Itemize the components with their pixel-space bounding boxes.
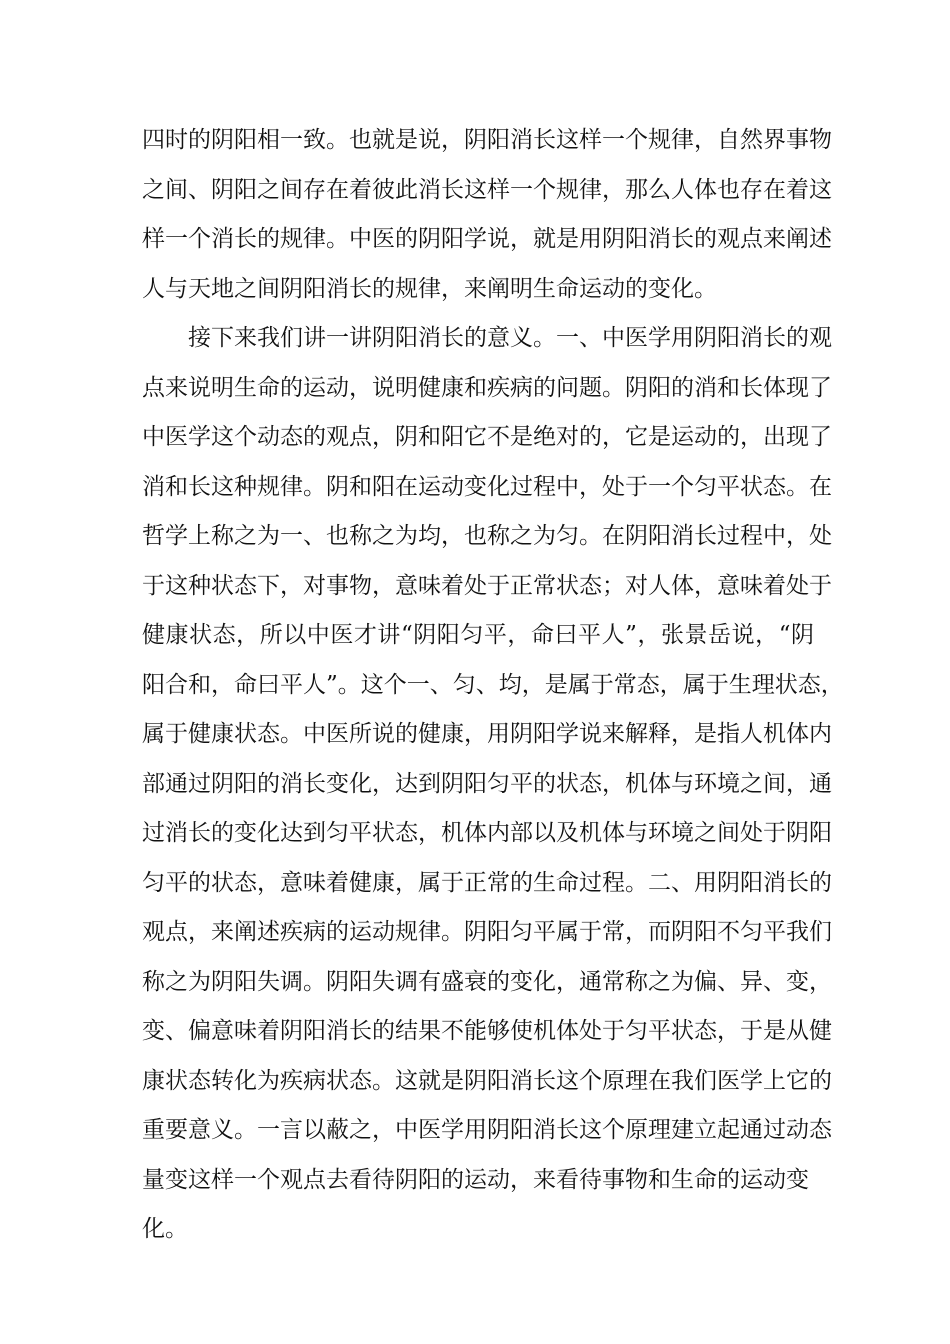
text-line: 于这种状态下，对事物，意味着处于正常状态；对人体，意味着处于 (142, 572, 832, 599)
text-line: 哲学上称之为一、也称之为均，也称之为匀。在阴阳消长过程中，处 (142, 523, 832, 549)
text-line: 化。 (142, 1216, 188, 1242)
text-line: 匀平的状态，意味着健康，属于正常的生命过程。二、用阴阳消长的 (142, 869, 832, 896)
text-line: 之间、阴阳之间存在着彼此消长这样一个规律，那么人体也存在着这 (142, 176, 832, 203)
text-line: 重要意义。一言以蔽之，中医学用阴阳消长这个原理建立起通过动态 (142, 1117, 832, 1143)
text-line: 四时的阴阳相一致。也就是说，阴阳消长这样一个规律，自然界事物 (142, 127, 832, 153)
text-line: 点来说明生命的运动，说明健康和疾病的问题。阴阳的消和长体现了 (142, 374, 832, 401)
text-line: 人与天地之间阴阳消长的规律，来阐明生命运动的变化。 (142, 275, 717, 302)
text-line: 部通过阴阳的消长变化，达到阴阳匀平的状态，机体与环境之间，通 (142, 770, 832, 797)
text-line: 消和长这种规律。阴和阳在运动变化过程中，处于一个匀平状态。在 (142, 473, 832, 500)
document-page (142, 116, 844, 1255)
text-line: 称之为阴阳失调。阴阳失调有盛衰的变化，通常称之为偏、异、变， (142, 968, 832, 995)
text-line: 量变这样一个观点去看待阴阳的运动，来看待事物和生命的运动变 (142, 1166, 809, 1193)
text-line: 中医学这个动态的观点，阴和阳它不是绝对的，它是运动的，出现了 (142, 424, 832, 450)
text-line: 过消长的变化达到匀平状态，机体内部以及机体与环境之间处于阴阳 (142, 820, 832, 846)
text-line: 接下来我们讲一讲阴阳消长的意义。一、中医学用阴阳消长的观 (188, 325, 832, 351)
paragraph-2 (142, 314, 844, 1255)
text-line: 样一个消长的规律。中医的阴阳学说，就是用阴阳消长的观点来阐述 (142, 226, 832, 252)
text-line: 属于健康状态。中医所说的健康，用阴阳学说来解释，是指人机体内 (142, 721, 832, 747)
text-line: 康状态转化为疾病状态。这就是阴阳消长这个原理在我们医学上它的 (142, 1067, 832, 1094)
paragraph-1 (142, 116, 832, 314)
text-line: 观点，来阐述疾病的运动规律。阴阳匀平属于常，而阴阳不匀平我们 (142, 919, 832, 945)
text-line: 阳合和，命曰平人”。这个一、匀、均，是属于常态，属于生理状态， (142, 671, 844, 698)
text-line: 变、偏意味着阴阳消长的结果不能够使机体处于匀平状态，于是从健 (142, 1018, 832, 1044)
text-line: 健康状态，所以中医才讲“阴阳匀平，命曰平人”，张景岳说，“阴 (142, 622, 814, 648)
